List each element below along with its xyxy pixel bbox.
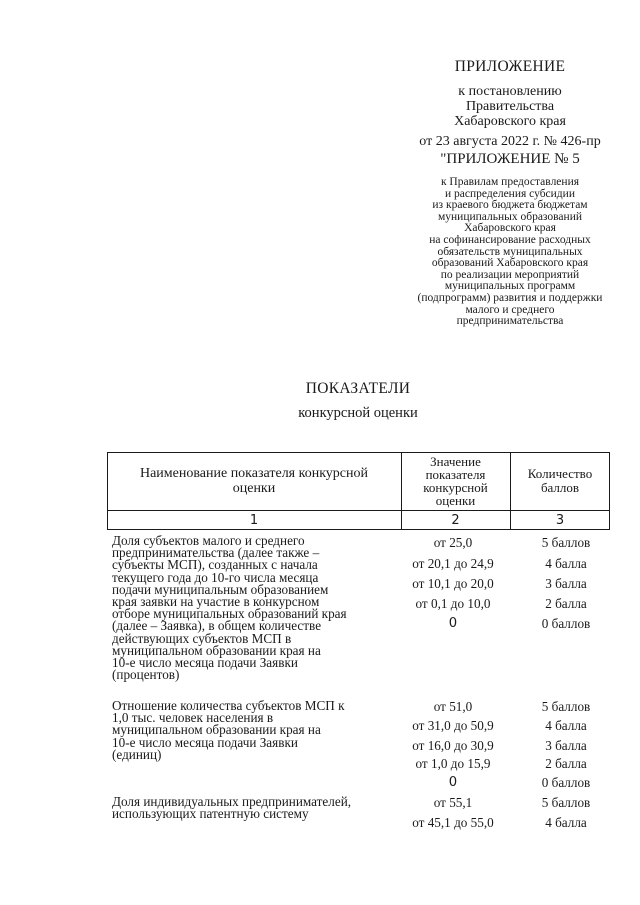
indicator-line: (процентов): [112, 667, 180, 683]
appendix-line: муниципальных образований: [437, 210, 583, 223]
appendix-line: предпринимательства: [456, 315, 564, 328]
header-line: баллов: [540, 480, 580, 495]
appendix-line: (подпрограмм) развития и поддержки: [417, 291, 603, 304]
header-indicator-value: [401, 452, 510, 510]
approval-block: [380, 58, 640, 149]
indicator-line: (единиц): [112, 746, 162, 762]
header-line: конкурсной: [423, 480, 488, 495]
criterion-score: 4 балла: [545, 556, 587, 571]
criterion-score: 2 балла: [545, 756, 587, 771]
appendix-line: муниципальных программ: [444, 280, 576, 293]
indicator-line: Доля субъектов малого и среднего: [112, 533, 305, 548]
indicator-line: субъекты МСП), созданных с начала: [112, 557, 318, 573]
criterion-score: 5 баллов: [541, 699, 591, 714]
criterion-value: 0: [448, 775, 458, 790]
header-indicator-name: [107, 452, 401, 510]
heading-title: ПОКАЗАТЕЛИ: [305, 380, 411, 397]
indicator-line: Отношение количества субъектов МСП к: [112, 698, 345, 713]
column-number: 1: [249, 512, 259, 528]
criterion-value: от 25,0: [433, 535, 473, 550]
criterion-score: 0 баллов: [541, 775, 591, 790]
appendix-block: [380, 151, 640, 328]
indicator-line: отборе муниципальных образований края: [112, 606, 347, 622]
column-number: 2: [451, 512, 460, 528]
appendix-line: к Правилам предоставления: [440, 176, 580, 188]
criterion-score: 2 балла: [545, 596, 587, 611]
header-line: Значение: [430, 453, 481, 469]
appendix-line: и распределения субсидии: [445, 187, 575, 200]
criterion-score: 0 баллов: [541, 616, 591, 631]
criterion-score: 3 балла: [545, 738, 587, 753]
criterion-value: от 55,1: [433, 795, 473, 810]
criterion-score: 4 балла: [545, 815, 587, 830]
header-line: показателя: [425, 466, 486, 482]
indicator-line: 10-е число месяца подачи Заявки: [112, 655, 298, 671]
appendix-line: из краевого бюджета бюджетам: [432, 199, 588, 212]
indicator-line: предпринимательства (далее также –: [112, 545, 320, 561]
indicator-line: края заявки на участие в конкурсном: [112, 594, 320, 610]
table-header: [107, 452, 610, 530]
indicator-line: (далее – Заявка), в общем количестве: [112, 618, 322, 634]
indicator-line: текущего года до 10-го числа месяца: [112, 569, 319, 585]
criterion-value: от 31,0 до 50,9: [412, 718, 494, 733]
criterion-value: от 0,1 до 10,0: [415, 596, 491, 611]
header-line: оценки: [435, 493, 476, 509]
indicator-line: Доля индивидуальных предпринимателей,: [112, 794, 352, 809]
header-line: оценки: [232, 481, 276, 496]
criterion-score: 3 балла: [545, 576, 587, 591]
criterion-value: 0: [448, 616, 458, 631]
header-line: Количество: [527, 466, 593, 481]
header-line: Наименование показателя конкурсной: [139, 466, 369, 481]
approval-line: Хабаровского края: [454, 114, 566, 129]
appendix-line: обязательств муниципальных: [437, 245, 583, 258]
row-2-indicator-name: [112, 700, 384, 761]
approval-line: Правительства: [465, 99, 555, 114]
row-3-indicator-name: [112, 796, 384, 820]
column-number: 3: [555, 512, 565, 528]
criterion-score: 4 балла: [545, 718, 587, 733]
indicator-line: действующих субъектов МСП в: [112, 630, 292, 646]
document-heading: [0, 380, 640, 422]
indicator-line: 1,0 тыс. человек населения в: [112, 710, 274, 726]
row-1-indicator-name: [112, 535, 384, 681]
indicator-line: муниципальном образовании края на: [112, 722, 321, 738]
appendix-line: Хабаровского края: [464, 222, 556, 235]
criterion-value: от 20,1 до 24,9: [412, 556, 494, 571]
criterion-value: от 45,1 до 55,0: [412, 815, 494, 830]
criterion-score: 5 баллов: [541, 795, 591, 810]
criterion-value: от 51,0: [433, 699, 473, 714]
approval-line: к постановлению: [458, 84, 562, 99]
approval-title: ПРИЛОЖЕНИЕ: [454, 58, 566, 75]
heading-subtitle: конкурсной оценки: [298, 405, 418, 421]
approval-decree: от 23 августа 2022 г. № 426-пр: [419, 134, 601, 149]
indicator-line: использующих патентную систему: [112, 806, 309, 822]
indicator-line: подачи муниципальным образованием: [112, 581, 329, 597]
indicator-line: 10-е число месяца подачи Заявки: [112, 734, 298, 750]
criterion-value: от 10,1 до 20,0: [412, 576, 494, 591]
appendix-title: "ПРИЛОЖЕНИЕ № 5: [440, 151, 580, 167]
criterion-value: от 16,0 до 30,9: [412, 738, 494, 753]
criterion-value: от 1,0 до 15,9: [415, 756, 491, 771]
appendix-line: на софинансирование расходных: [429, 233, 591, 246]
appendix-line: образований Хабаровского края: [431, 257, 589, 270]
header-score: [510, 452, 610, 510]
indicator-line: муниципальном образовании края на: [112, 642, 321, 658]
appendix-line: малого и среднего: [465, 303, 555, 316]
criterion-score: 5 баллов: [541, 535, 591, 550]
appendix-line: по реализации мероприятий: [440, 268, 580, 281]
